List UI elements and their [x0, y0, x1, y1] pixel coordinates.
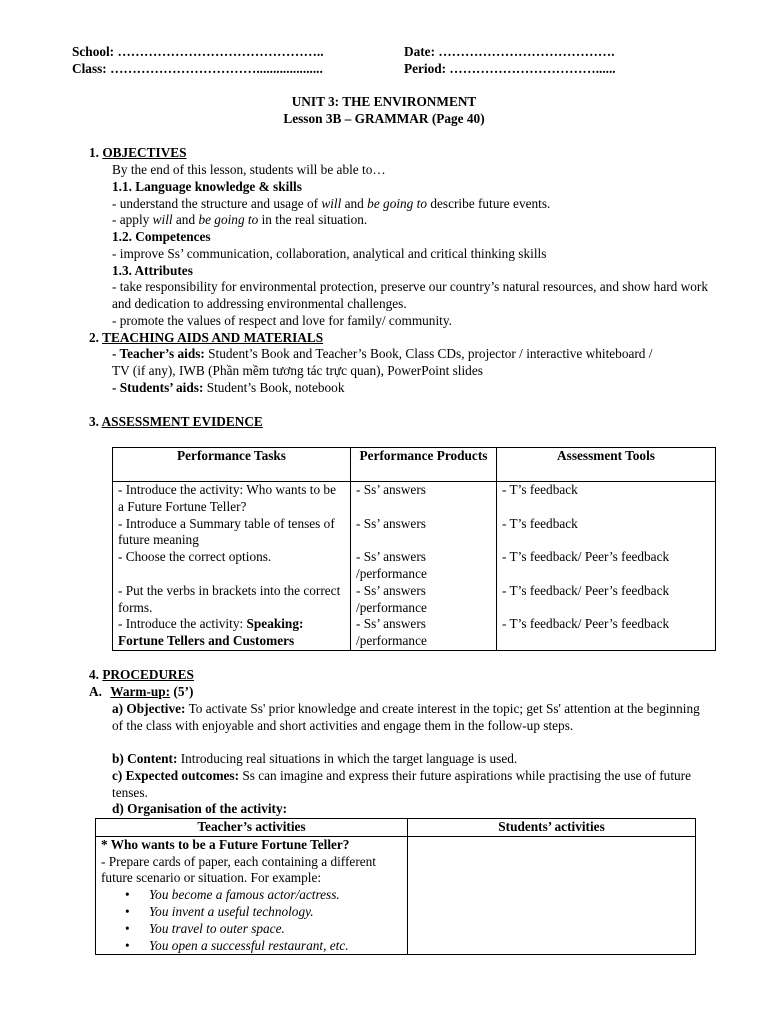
product-cell: - Ss’ answers /performance	[351, 583, 497, 617]
outcomes-label: c) Expected outcomes:	[112, 768, 240, 783]
task-cell: - Choose the correct options.	[113, 549, 351, 583]
column-header: Performance Products	[351, 448, 497, 482]
task-cell: - Introduce a Summary table of tenses of future meaning	[113, 516, 351, 550]
objective-label: a) Objective:	[112, 701, 186, 716]
text: and	[341, 196, 368, 211]
table-row	[113, 583, 716, 617]
objective-text: To activate Ss' prior knowledge and create interest in the topic; get Ss' attention at the beginning of the class with enjoyable and short activities and engage them in the follow-up steps.	[112, 701, 700, 733]
list-item	[101, 938, 402, 955]
table-row	[96, 836, 696, 955]
content-label: b) Content:	[112, 751, 178, 766]
example-list	[101, 887, 402, 954]
assessment-title: ASSESSMENT EVIDENCE	[101, 414, 263, 429]
task-activity-name: Speaking: Fortune Tellers and Customers	[118, 616, 304, 649]
aids-title: TEACHING AIDS AND MATERIALS	[102, 330, 324, 345]
table-row	[113, 616, 716, 650]
language-knowledge-item-2	[112, 212, 367, 229]
teacher-activities-cell	[96, 836, 408, 955]
text: will	[321, 196, 342, 211]
text: and	[172, 212, 199, 227]
warmup-time: (5’)	[170, 684, 194, 699]
class-dots: ……………………………....................	[110, 61, 323, 76]
task-cell	[113, 616, 351, 650]
objectives-intro: By the end of this lesson, students will be able to…	[112, 162, 386, 177]
list-item	[101, 921, 402, 938]
assessment-heading	[89, 414, 263, 431]
teacher-aids-text: Student’s Book and Teacher’s Book, Class CDs, projector / interactive whiteboard / TV (if any), IWB (Phần mềm tương tác trực quan), PowerPoint slides	[112, 346, 653, 378]
objectives-heading	[89, 145, 187, 162]
tool-cell: - T’s feedback	[497, 516, 716, 550]
list-item	[101, 904, 402, 921]
text: - apply	[112, 212, 153, 227]
table-row	[113, 516, 716, 550]
lesson-title: Lesson 3B – GRAMMAR (Page 40)	[283, 111, 485, 126]
teacher-aids-label: - Teacher’s aids:	[112, 346, 205, 361]
date-field	[404, 44, 615, 61]
activity-title: * Who wants to be a Future Fortune Teller?	[101, 836, 350, 852]
activities-header-row	[96, 819, 696, 837]
aids-heading	[89, 330, 323, 347]
attributes-item-2: - promote the values of respect and love for family/ community.	[112, 313, 452, 328]
procedures-number: 4.	[89, 667, 99, 682]
text: be going to	[367, 196, 428, 211]
activities-table	[95, 818, 696, 955]
class-field	[72, 61, 323, 78]
warmup-content	[112, 751, 517, 768]
unit-title: UNIT 3: THE ENVIRONMENT	[291, 94, 477, 109]
product-cell: - Ss’ answers /performance	[351, 549, 497, 583]
product-cell: - Ss’ answers	[351, 482, 497, 516]
date-dots: ………………………………….	[438, 44, 615, 59]
organisation-heading: d) Organisation of the activity:	[112, 801, 288, 816]
language-knowledge-item-1	[112, 196, 550, 213]
list-item	[101, 887, 402, 904]
aids-number: 2.	[89, 330, 99, 345]
activity-text: - Prepare cards of paper, each containing a different future scenario or situation. For example:	[101, 853, 376, 886]
attributes-heading: 1.3. Attributes	[112, 263, 193, 278]
text: in the real situation.	[258, 212, 368, 227]
text: describe future events.	[427, 196, 551, 211]
list-item-text: You invent a useful technology.	[149, 903, 314, 919]
class-label: Class:	[72, 61, 107, 76]
text: will	[152, 212, 173, 227]
product-cell: - Ss’ answers /performance	[351, 616, 497, 650]
warmup-heading	[89, 684, 193, 701]
objectives-number: 1.	[89, 145, 99, 160]
students-activities-cell	[408, 836, 696, 955]
assessment-number: 3.	[89, 414, 99, 429]
tool-cell: - T’s feedback/ Peer’s feedback	[497, 616, 716, 650]
list-item-text: You open a successful restaurant, etc.	[149, 937, 349, 953]
text: be going to	[198, 212, 259, 227]
bullet-icon: •	[125, 887, 130, 903]
content-text: Introducing real situations in which the target language is used.	[177, 751, 518, 766]
period-field	[404, 61, 616, 78]
school-label: School:	[72, 44, 115, 59]
procedures-title: PROCEDURES	[102, 667, 194, 682]
table-row	[113, 482, 716, 516]
outcomes-text: Ss can imagine and express their future aspirations while practising the use of future tenses.	[112, 768, 691, 800]
table-row	[113, 549, 716, 583]
assessment-header-row	[113, 448, 716, 482]
attributes-item-1: - take responsibility for environmental protection, preserve our country’s natural resources, and show hard work and dedication to addressing environmental challenges.	[112, 279, 708, 311]
objectives-title: OBJECTIVES	[102, 145, 187, 160]
bullet-icon: •	[125, 903, 130, 919]
competences-heading: 1.2. Competences	[112, 229, 211, 244]
school-field	[72, 44, 324, 61]
period-dots: ……………………………......	[449, 61, 616, 76]
students-activities-header: Students’ activities	[408, 819, 696, 837]
list-item-text: You travel to outer space.	[149, 920, 285, 936]
date-label: Date:	[404, 44, 436, 59]
column-header: Assessment Tools	[497, 448, 716, 482]
competences-item: - improve Ss’ communication, collaboration, analytical and critical thinking skills	[112, 246, 547, 261]
period-label: Period:	[404, 61, 447, 76]
students-aids-text: Student’s Book, notebook	[203, 380, 345, 395]
task-text: - Introduce the activity:	[118, 616, 247, 632]
procedures-heading	[89, 667, 194, 684]
warmup-outcomes	[112, 768, 692, 802]
assessment-table	[112, 447, 716, 651]
tool-cell: - T’s feedback	[497, 482, 716, 516]
product-cell: - Ss’ answers	[351, 516, 497, 550]
bullet-icon: •	[125, 920, 130, 936]
teacher-aids	[112, 346, 672, 380]
bullet-icon: •	[125, 937, 130, 953]
students-aids-label: - Students’ aids:	[112, 380, 204, 395]
warmup-letter: A.	[89, 684, 102, 699]
text: - understand the structure and usage of	[112, 196, 322, 211]
students-aids	[112, 380, 344, 397]
school-dots: ………………………………………..	[117, 44, 324, 59]
column-header: Performance Tasks	[113, 448, 351, 482]
tool-cell: - T’s feedback/ Peer’s feedback	[497, 583, 716, 617]
list-item-text: You become a famous actor/actress.	[149, 887, 340, 903]
language-knowledge-heading: 1.1. Language knowledge & skills	[112, 179, 302, 194]
warmup-objective	[112, 701, 702, 735]
teacher-activities-header: Teacher’s activities	[96, 819, 408, 837]
warmup-title: Warm-up:	[110, 684, 171, 699]
task-cell: - Put the verbs in brackets into the correct forms.	[113, 583, 351, 617]
task-cell: - Introduce the activity: Who wants to be a Future Fortune Teller?	[113, 482, 351, 516]
tool-cell: - T’s feedback/ Peer’s feedback	[497, 549, 716, 583]
